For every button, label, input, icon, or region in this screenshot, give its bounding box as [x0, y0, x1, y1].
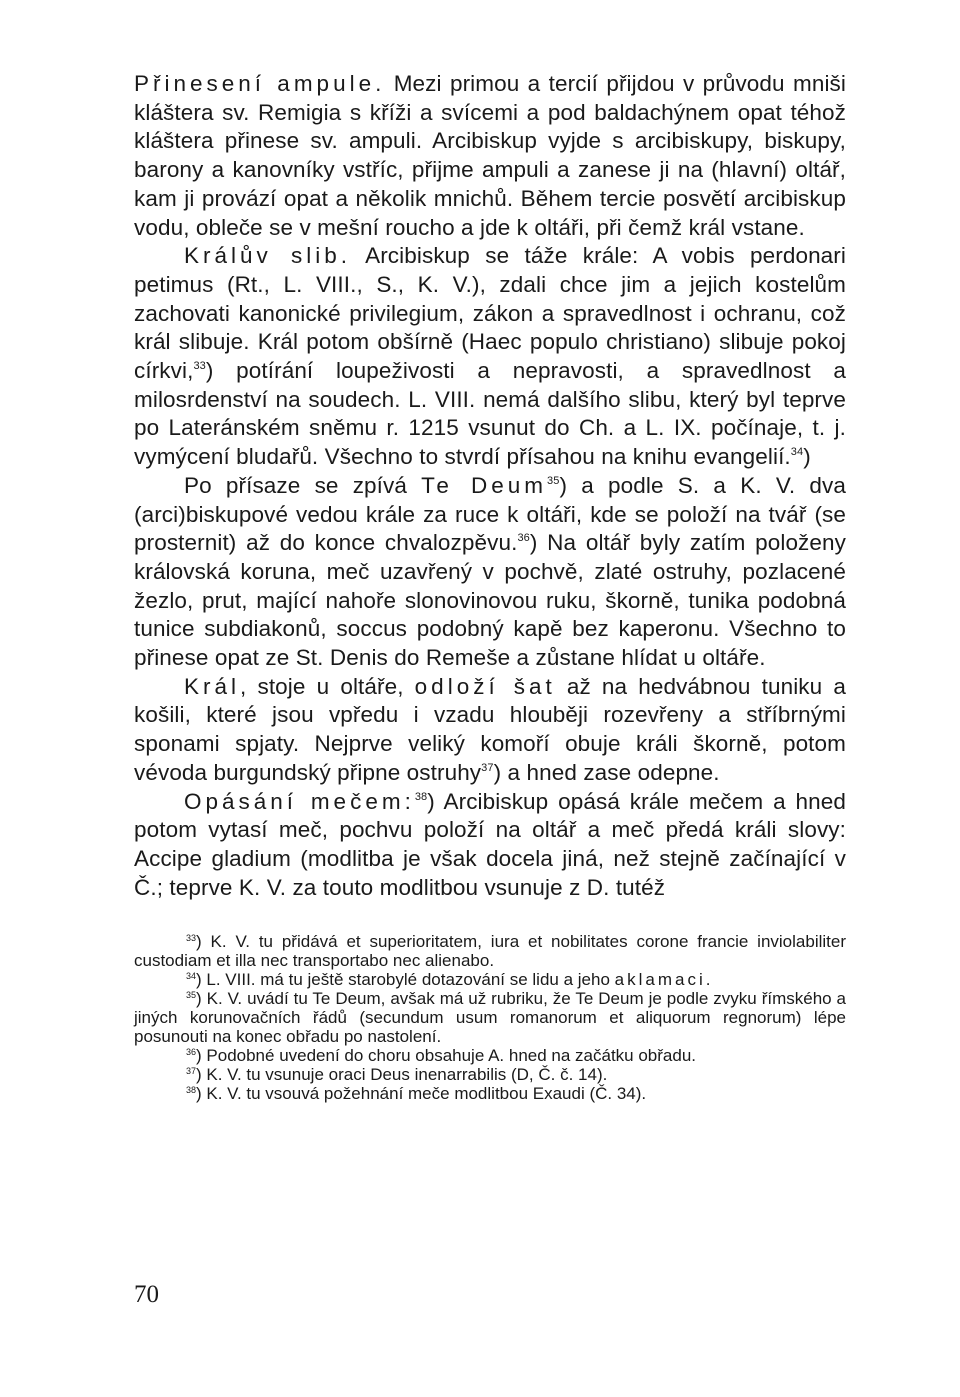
footnote-37 — [134, 1065, 846, 1084]
footnote-number: 34 — [186, 971, 197, 982]
paragraph-text: ) a hned zase odepne. — [493, 759, 720, 785]
footnote-ref: 37 — [481, 761, 494, 774]
footnote-ref: 36 — [517, 532, 530, 545]
footnote-ref: 35 — [547, 474, 560, 487]
paragraph-text: , stoje u oltáře, — [240, 673, 415, 699]
paragraph-text: ) potírání loupeživosti a nepravosti, a spravedlnost a milosrdenství na soudech. L. VIII. nemá dalšího slibu, který byl teprve po Lateránském sněmu r. 1215 vsunut do Ch. a L. IX. počínaje, t. j. vymýcení bludařů. Všechno to stvrdí přísahou na knihu evangelií. — [134, 358, 846, 470]
page-body — [134, 70, 846, 1103]
paragraph-text: Po přísaze se zpívá — [184, 472, 422, 498]
footnote-text: ) Podobné uvedení do choru obsahuje A. hned na začátku obřadu. — [196, 1046, 697, 1066]
paragraph-text: až na hedvábnou tuniku a košili, které jsou vpředu i vzadu hlouběji rozevřeny a stříbrnými sponami spjaty. Nejprve veliký komoří obuje králi škorně, potom vévoda burgundský připne ostruhy — [134, 673, 846, 785]
footnote-38 — [134, 1084, 846, 1103]
paragraph-opasani-mecem — [134, 788, 846, 903]
footnote-ref: 38 — [414, 790, 428, 803]
paragraph-te-deum — [134, 472, 846, 673]
footnote-35 — [134, 989, 846, 1046]
footnote-number: 35 — [186, 990, 197, 1001]
paragraph-kral-odlozi — [134, 673, 846, 788]
footnote-ref: 34 — [790, 446, 804, 459]
footnote-text: ) K. V. tu vsouvá požehnání meče modlitbou Exaudi (Č. 34). — [196, 1084, 647, 1104]
footnote-text: ) K. V. tu vsunuje oraci Deus inenarrabilis (D, Č. č. 14). — [196, 1065, 608, 1085]
page-number: 70 — [134, 1281, 159, 1308]
footnote-34 — [134, 970, 846, 989]
footnote-text: . — [705, 970, 711, 990]
footnote-ref: 33 — [193, 360, 206, 373]
footnote-36 — [134, 1046, 846, 1065]
footnote-number: 37 — [186, 1066, 197, 1077]
footnote-number: 33 — [186, 933, 197, 944]
emphasis-text: odloží šat — [414, 673, 556, 699]
section-heading: Opásání mečem: — [184, 788, 415, 814]
footnotes — [134, 932, 846, 1103]
paragraph-text: Mezi primou a tercií přijdou v průvodu mniši kláštera sv. Remigia s kříži a svícemi a pod baldachýnem opat téhož kláštera přinese sv. ampuli. Arcibiskup vyjde s arcibiskupy, biskupy, barony a kanovníky vstříc, přijme ampuli a zanese ji na (hlavní) oltář, kam ji provází opat a několik mnichů. Během tercie posvětí arcibiskup vodu, obleče se v mešní roucho a jde k oltáři, při čemž král vstane. — [134, 71, 846, 240]
section-heading: Král — [184, 673, 241, 699]
footnote-text: ) K. V. tu přidává et superioritatem, iura et nobilitates corone francie inviolabiliter custodiam et illa nec transportabo nec alienabo. — [134, 932, 846, 971]
section-heading: Králův slib. — [184, 243, 352, 269]
paragraph-text: ) a podle S. a K. V. dva (arci)biskupové vedou krále za ruce k oltáři, kde se položí na tvář (se prosternit) až do konce chvalozpěvu. — [134, 472, 846, 556]
section-heading: Přinesení ampule. — [134, 71, 386, 96]
paragraph-prineseni-ampule — [134, 70, 846, 242]
footnote-number: 36 — [186, 1047, 197, 1058]
emphasis-text: Te Deum — [421, 472, 548, 498]
footnote-33 — [134, 932, 846, 970]
paragraph-text: ) Na oltář byly zatím položeny královská koruna, meč uzavřený v pochvě, zlaté ostruhy, pozlacené žezlo, prut, mající nahoře slonovinovou ruku, škorně, tunika podobná tunice subdiakonů, soccus podobný kapě bez kaperonu. Všechno to přinese opat ze St. Denis do Remeše a zůstane hlídat u oltáře. — [134, 530, 846, 671]
footnote-text: ) K. V. uvádí tu Te Deum, avšak má už rubriku, že Te Deum je podle zvyku římského a jiných korunovačních řádů (secundum usum romanorum et aliquorum regnorum) lépe posunouti na konec obřadu po nastolení. — [134, 989, 846, 1047]
paragraph-text: ) Arcibiskup opásá krále mečem a hned potom vytasí meč, pochvu položí na oltář a meč předá králi slovy: Accipe gladium (modlitba je však docela jiná, než stejně začínající v Č.; teprve K. V. za touto modlitbou vsunuje z D. tutéž — [134, 788, 846, 900]
footnote-emphasis: aklamaci — [614, 970, 706, 990]
paragraph-kraluv-slib — [134, 242, 846, 472]
footnote-number: 38 — [186, 1085, 197, 1096]
paragraph-text: Arcibiskup se táže krále: A vobis perdonari petimus (Rt., L. VIII., S., K. V.), zdali chce jim a jejich kostelům zachovati kanonické privilegium, zákon a spravedlnost i ochranu, což král slibuje. Král potom obšírně (Haec populo christiano) slibuje pokoj církvi, — [134, 243, 846, 384]
paragraph-text: ) — [803, 444, 811, 470]
footnote-text: ) L. VIII. má tu ještě starobylé dotazování se lidu a jeho — [196, 970, 615, 990]
